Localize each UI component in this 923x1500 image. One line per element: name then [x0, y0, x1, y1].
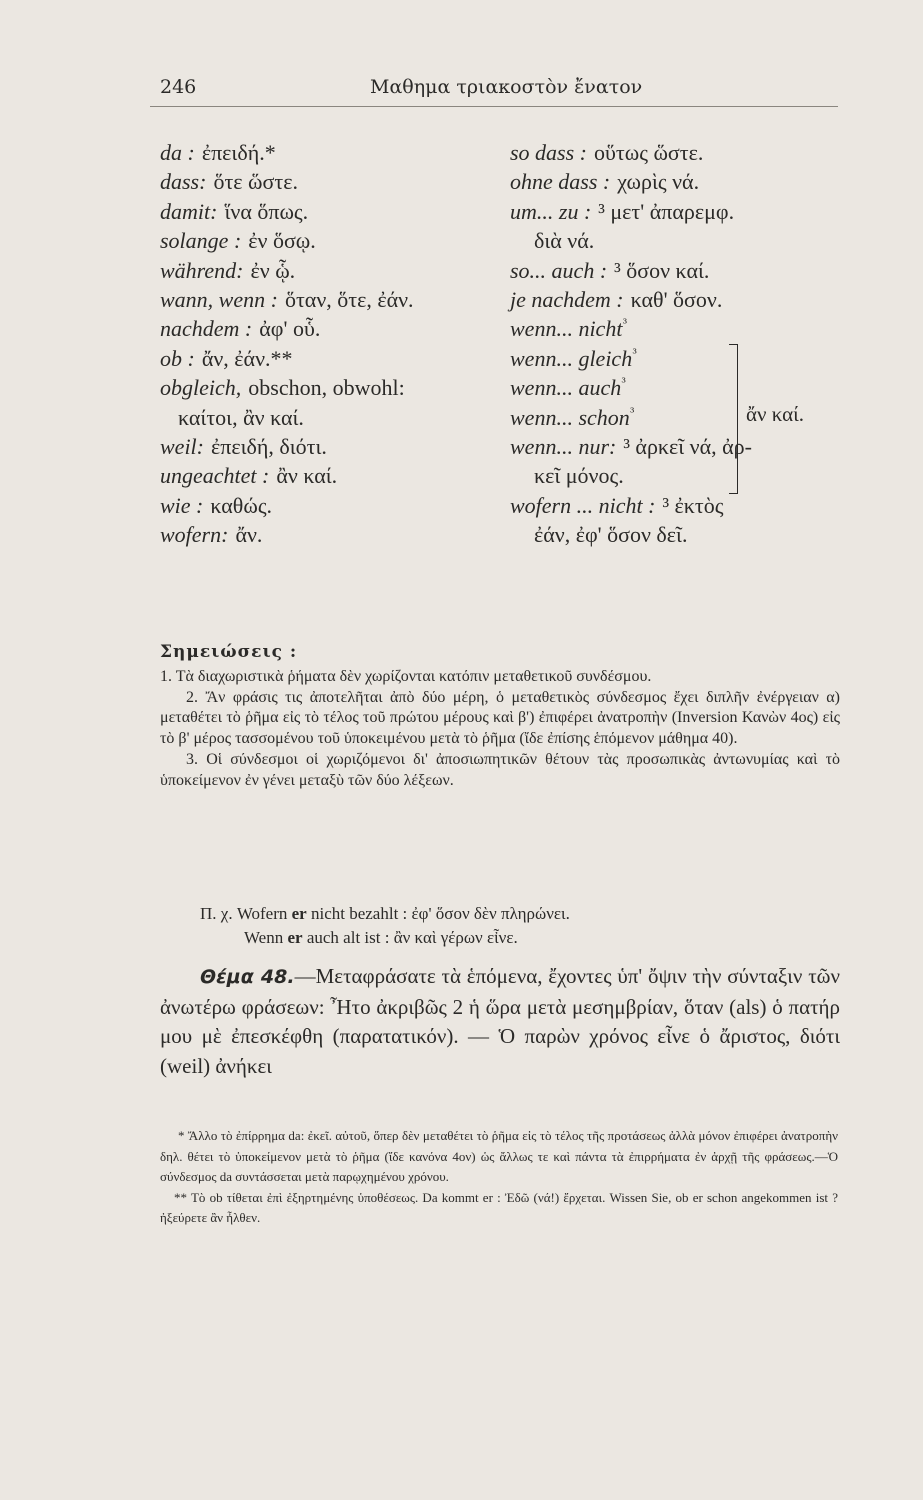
theme-text: —Μεταφράσατε τὰ ἑπόμενα, ἔχοντες ὑπ' ὄψιν τὴν σύνταξιν τῶν ἀνωτέρω φράσεων: Ἦτο ἀκριβῶς 2 ἡ ὥρα μετὰ μεσημβρίαν, ὅταν (als) ὁ πατήρ μου μὲ ἐπεσκέφθη (παρατατικόν). — Ὁ παρὼν χρόνος εἶνε ὁ ἄριστος, διότι (weil) ἀνήκει — [160, 964, 840, 1078]
list-item: dass: ὅτε ὥστε. — [160, 169, 298, 195]
footnote: * Ἄλλο τὸ ἐπίρρημα da: ἐκεῖ. αὐτοῦ, ὅπερ δὲν μεταθέτει τὸ ῥῆμα εἰς τὸ τέλος τῆς προτάσεως ἀλλὰ μόνον ἐπιφέρει ἀνατροπὴν δηλ. θέτει τὸ ὑποκείμενον μετὰ τὸ ῥῆμα (ἴδε κανόνα 4ον) ὡς ἄλλως τε καὶ πάντα τὰ ἐπιρρήματα ἐν ἀρχῇ τῆς φράσεως.—Ὁ σύνδεσμος da συντάσσεται μετὰ παρῳχημένου χρόνου. — [160, 1128, 838, 1184]
list-item: so... auch : ³ ὅσον καί. — [510, 257, 710, 283]
list-item: ἐάν, ἐφ' ὅσον δεῖ. — [534, 522, 688, 548]
note-item: 1. Τὰ διαχωριστικὰ ῥήματα δὲν χωρίζονται κατόπιν μεταθετικοῦ συνδέσμου. — [160, 667, 652, 685]
list-item: wenn... nicht$^{^3}$ — [510, 316, 628, 342]
list-item: wenn... schon$^{^3}$ — [510, 404, 635, 430]
footnote: ** Τὸ ob τίθεται ἐπὶ ἐξηρτημένης ὑποθέσεως. Da kommt er : Ἐδῶ (νά!) ἔρχεται. Wissen Sie, ob er schon angekommen ist ? ἠξεύρετε ἂν ἦλθεν. — [160, 1189, 838, 1225]
list-item: wenn... gleich$^{^3}$ — [510, 345, 638, 371]
list-item: solange : ἐν ὅσῳ. — [160, 228, 316, 254]
list-item: um... zu : ³ μετ' ἀπαρεμφ. — [510, 198, 735, 224]
list-item: je nachdem : καθ' ὅσον. — [510, 286, 723, 312]
list-item: καίτοι, ἂν καί. — [178, 404, 304, 430]
list-item: ohne dass : χωρὶς νά. — [510, 169, 700, 195]
page-number: 246 — [160, 76, 197, 98]
list-item: wie : καθώς. — [160, 492, 273, 518]
notes-section — [160, 642, 840, 792]
examples — [200, 902, 570, 950]
list-item: wenn... auch$^{^3}$ — [510, 375, 627, 401]
list-item: so dass : οὕτως ὥστε. — [510, 140, 704, 165]
list-item: wann, wenn : ὅταν, ὅτε, ἐάν. — [160, 286, 414, 312]
theme-label: Θέμα 48. — [200, 966, 295, 988]
list-item: damit: ἵνα ὅπως. — [160, 198, 309, 224]
list-item: obgleich, obschon, obwohl: — [160, 375, 405, 401]
list-item: weil: ἐπειδή, διότι. — [160, 433, 327, 459]
list-item: ungeachtet : ἂν καί. — [160, 463, 338, 489]
list-item: wenn... nur: ³ ἀρκεῖ νά, ἀρ- — [510, 433, 752, 459]
page-title: Μαθημα τριακοστὸν ἔνατον — [370, 76, 643, 98]
list-item: da : ἐπειδή.* — [160, 140, 276, 165]
theme-paragraph — [160, 962, 840, 1081]
list-item: während: ἐν ᾧ. — [160, 257, 296, 283]
list-item: κεῖ μόνος. — [534, 463, 624, 489]
list-item: διὰ νά. — [534, 228, 595, 254]
header-rule — [150, 106, 838, 107]
example-line: Wenn er auch alt ist : ἂν καὶ γέρων εἶνε. — [244, 928, 518, 947]
list-item: wofern ... nicht : ³ ἐκτὸς — [510, 492, 724, 518]
left-column — [160, 138, 414, 549]
list-item: wofern: ἄν. — [160, 522, 263, 548]
footnotes — [160, 1126, 838, 1229]
notes-heading: Σημειώσεις : — [160, 642, 298, 662]
list-item: ob : ἄν, ἐάν.** — [160, 345, 293, 371]
note-item: 2. Ἄν φράσις τις ἀποτελῆται ἀπὸ δύο μέρη, ὁ μεταθετικὸς σύνδεσμος ἔχει διπλῆν ἐνέργειαν α) μεταθέτει τὸ ῥῆμα εἰς τὸ τέλος τοῦ πρώτου μέρους καὶ β') ἐπιφέρει ἀνατροπὴν (Inversion Κανὼν 4ος) εἰς τὸ β' μέρος τασσομένου τοῦ ὑποκειμένου μετὰ τὸ ῥῆμα (ἴδε ἐπίσης ἑπόμενον μάθημα 40). — [160, 688, 840, 748]
brace-label: ἄν καί. — [746, 402, 805, 426]
bracket-brace — [729, 344, 738, 494]
list-item: nachdem : ἀφ' οὗ. — [160, 316, 321, 342]
note-item: 3. Οἱ σύνδεσμοι οἱ χωριζόμενοι δι' ἀποσιωπητικῶν θέτουν τὰς προσωπικὰς ἀντωνυμίας καὶ τὸ ὑποκείμενον ἐν γένει μεταξὺ τῶν δύο λέξεων. — [160, 750, 840, 789]
example-line: Π. χ. Wofern er nicht bezahlt : ἐφ' ὅσον δὲν πληρώνει. — [200, 904, 570, 923]
right-column — [510, 138, 752, 549]
